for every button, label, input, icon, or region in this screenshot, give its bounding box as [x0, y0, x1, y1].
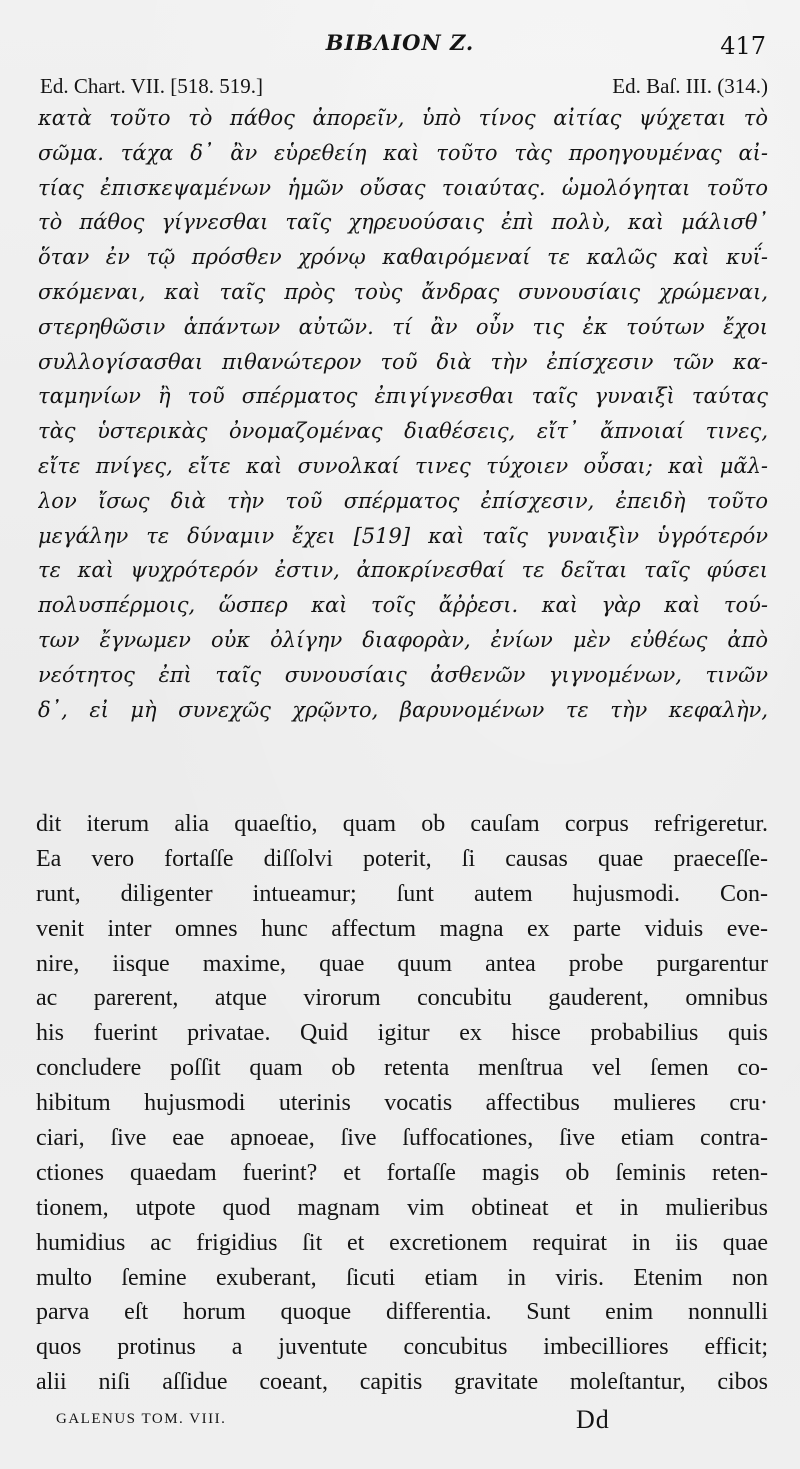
latin-text-block: [36, 807, 768, 1400]
greek-line: των ἔγνωμεν οὐκ ὀλίγην διαφορὰν, ἐνίων μὲν εὐθέως ἀπὸ: [38, 627, 768, 652]
greek-line: εἴτε πνίγες, εἴτε καὶ συνολκαί τινες τύχοιεν οὖσαι; καὶ μᾶλ-: [38, 453, 768, 478]
latin-line: concludere poſſit quam ob retenta menſtrua vel ſemen co-: [36, 1055, 768, 1082]
latin-line: hibitum hujusmodi uterinis vocatis affectibus mulieres cru·: [36, 1090, 768, 1117]
greek-line: σῶμα. τάχα δ᾽ ἂν εὑρεθείη καὶ τοῦτο τὰς προηγουμένας αἰ-: [38, 140, 768, 165]
latin-line: multo ſemine exuberant, ſicuti etiam in viris. Etenim non: [36, 1264, 768, 1291]
running-head: [0, 30, 800, 60]
book-title: BIBΛION Z.: [325, 30, 475, 55]
greek-line: τὸ πάθος γίγνεσθαι ταῖς χηρευούσαις ἐπὶ πολὺ, καὶ μάλισθ᾽: [38, 210, 768, 235]
greek-line: δ᾽, εἰ μὴ συνεχῶς χρῷντο, βαρυνομένων τε τὴν κεφαλὴν,: [38, 697, 768, 722]
greek-line: τίας ἐπισκεψαμένων ἡμῶν οὔσας τοιαύτας. ὡμολόγηται τοῦτο: [38, 175, 768, 200]
latin-line: dit iterum alia quaeſtio, quam ob cauſam corpus refrigeretur.: [36, 811, 768, 837]
greek-line: κατὰ τοῦτο τὸ πάθος ἀπορεῖν, ὑπὸ τίνος αἰτίας ψύχεται τὸ: [38, 106, 768, 130]
edition-chart-reference: Ed. Chart. VII. [518. 519.]: [40, 74, 263, 98]
greek-line: σκόμεναι, καὶ ταῖς πρὸς τοὺς ἄνδρας συνουσίαις χρώμεναι,: [38, 279, 768, 304]
latin-line: Ea vero fortaſſe diſſolvi poterit, ſi causas quae praeceſſe-: [36, 845, 768, 872]
greek-line: λον ἴσως διὰ τὴν τοῦ σπέρματος ἐπίσχεσιν, ἐπειδὴ τοῦτο: [38, 488, 768, 513]
latin-line: parva eſt horum quoque differentia. Sunt enim nonnulli: [36, 1299, 768, 1326]
edition-line: [40, 74, 768, 100]
latin-line: ctiones quaedam fuerint? et fortaſſe magis ob ſeminis reten-: [36, 1159, 768, 1186]
greek-line: τὰς ὑστερικὰς ὀνομαζομένας διαθέσεις, εἴτ᾽ ἄπνοιαί τινες,: [38, 419, 768, 444]
greek-line: πολυσπέρμοις, ὥσπερ καὶ τοῖς ἄῤῥεσι. καὶ γὰρ καὶ τού-: [38, 593, 768, 618]
latin-line: venit inter omnes hunc affectum magna ex parte viduis eve-: [36, 915, 768, 942]
greek-line: ταμηνίων ἢ τοῦ σπέρματος ἐπιγίγνεσθαι ταῖς γυναιξὶ ταύτας: [38, 384, 768, 409]
edition-basel-reference: Ed. Baſ. III. (314.): [612, 74, 768, 98]
latin-line: nire, iisque maxime, quae quum antea probe purgarentur: [36, 950, 768, 977]
greek-text-block: [38, 101, 768, 727]
greek-line: στερηθῶσιν ἁπάντων αὐτῶν. τί ἂν οὖν τις ἐκ τούτων ἔχοι: [38, 314, 768, 339]
greek-line: νεότητος ἐπὶ ταῖς συνουσίαις ἀσθενῶν γιγνομένων, τινῶν: [38, 662, 768, 687]
greek-line: ὅταν ἐν τῷ πρόσθεν χρόνῳ καθαιρόμεναί τε καλῶς καὶ κυΐ-: [38, 245, 768, 270]
latin-line: tionem, utpote quod magnam vim obtineat et in mulieribus: [36, 1194, 768, 1221]
latin-line: his fuerint privatae. Quid igitur ex hisce probabilius quis: [36, 1020, 768, 1047]
page-footer: [56, 1405, 616, 1435]
latin-line: alii niſi aſſidue coeant, capitis gravitate moleſtantur, cibos: [36, 1369, 768, 1396]
latin-line: runt, diligenter intueamur; ſunt autem hujusmodi. Con-: [36, 880, 768, 907]
latin-line: ciari, ſive eae apnoeae, ſive ſuffocationes, ſive etiam contra-: [36, 1125, 768, 1152]
greek-line: μεγάλην τε δύναμιν ἔχει [519] καὶ ταῖς γυναιξὶν ὑγρότερόν: [38, 523, 768, 548]
page-number: 417: [720, 32, 766, 60]
greek-line: τε καὶ ψυχρότερόν ἐστιν, ἀποκρίνεσθαί τε δεῖται ταῖς φύσει: [38, 558, 768, 583]
latin-line: ac parerent, atque virorum concubitu gauderent, omnibus: [36, 985, 768, 1012]
signature-mark: Dd: [576, 1405, 610, 1434]
latin-line: quos protinus a juventute concubitus imbecilliores efficit;: [36, 1334, 768, 1361]
latin-line: humidius ac frigidius ſit et excretionem requirat in iis quae: [36, 1229, 768, 1256]
volume-reference: GALENUS TOM. VIII.: [56, 1411, 227, 1427]
greek-line: συλλογίσασθαι πιθανώτερον τοῦ διὰ τὴν ἐπίσχεσιν τῶν κα-: [38, 349, 768, 374]
